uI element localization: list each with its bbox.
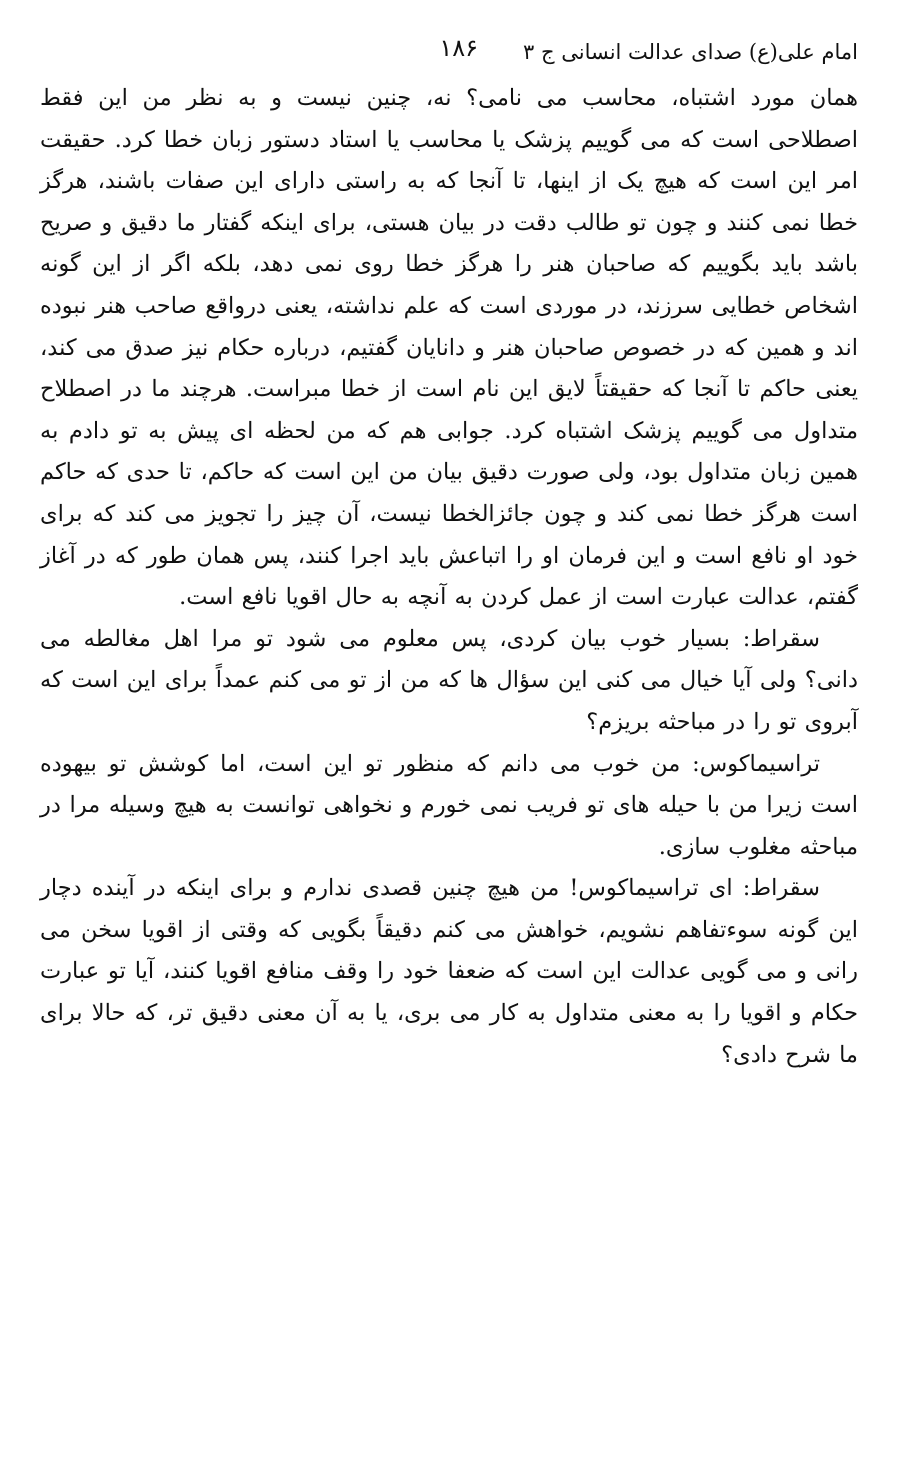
paragraph-socrates-1: سقراط: بسیار خوب بیان کردی، پس معلوم می شود تو مرا اهل مغالطه می دانی؟ ولی آیا خیال می کنی این سؤال ها که من از تو می کنم عمداً برای این است که آبروی تو را در مباحثه بریزم؟ <box>40 625 858 735</box>
running-title: امام علی(ع) صدای عدالت انسانی ج ۳ <box>523 40 858 64</box>
running-header <box>40 30 858 74</box>
paragraph-socrates-2: سقراط: ای تراسیماکوس! من هیچ چنین قصدی ندارم و برای اینکه در آینده دچار این گونه سوءتفاهم نشویم، خواهش می کنم دقیقاً بگویی که وقتی از اقویا سخن می رانی و می گویی عدالت این است که ضعفا خود را وقف منافع اقویا کنند، آیا تو عبارت حکام و اقویا را به معنی متداول به کار می بری، یا به آن معنی دقیق تر، که حالا برای ما شرح دادی؟ <box>40 875 858 1068</box>
page-number: ۱۸۶ <box>439 34 478 62</box>
paragraph-continuation: همان مورد اشتباه، محاسب می نامی؟ نه، چنین نیست و به نظر من این فقط اصطلاحی است که می گوییم پزشک یا محاسب یا استاد دستور زبان خطا کرد. حقیقت امر این است که هیچ یک از اینها، تا آنجا که به راستی دارای این صفات باشند، هرگز خطا نمی کنند و چون تو طالب دقت در بیان هستی، برای اینکه گفتار ما دقیق و صریح باشد باید بگوییم که صاحبان هنر را هرگز خطا روی نمی دهد، بلکه اگر از این گونه اشخاص خطایی سرزند، در موردی است که علم نداشته، یعنی درواقع صاحب هنر نبوده اند و همین که در خصوص صاحبان هنر و دانایان گفتیم، درباره حکام نیز صدق می کند، یعنی حاکم تا آنجا که حقیقتاً لایق این نام است از خطا مبراست. هرچند ما در اصطلاح متداول می گوییم پزشک اشتباه کرد. جوابی هم که من لحظه ای پیش به تو دادم به همین زبان متداول بود، ولی صورت دقیق بیان من این است که حاکم، تا حدی که حاکم است هرگز خطا نمی کند و چون جائزالخطا نیست، آن چیز را تجویز می کند که برای خود او نافع است و این فرمان او را اتباعش باید اجرا کنند، پس همان طور که در آغاز گفتم، عدالت عبارت است از عمل کردن به آنچه به حال اقویا نافع است. <box>40 85 858 611</box>
body-text <box>40 78 858 1076</box>
paragraph-thrasymachus: تراسیماکوس: من خوب می دانم که منظور تو این است، اما کوشش تو بیهوده است زیرا من با حیله های تو فریب نمی خورم و نخواهی توانست به هیچ وسیله مرا در مباحثه مغلوب سازی. <box>40 750 858 860</box>
book-page <box>40 30 858 1450</box>
